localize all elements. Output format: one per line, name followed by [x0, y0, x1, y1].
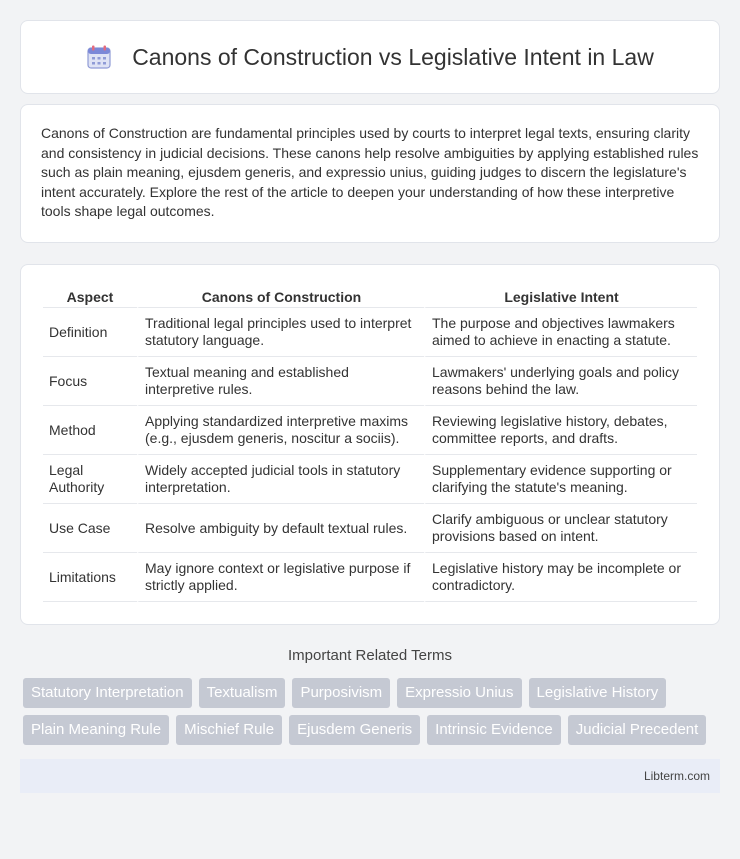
- intro-paragraph: Canons of Construction are fundamental principles used by courts to interpret legal texts, ensuring clarity and consistency in judicial decisions. These canons help resolve ambiguities by applying established rules such as plain meaning, ejusdem generis, and expressio unius, guiding judges to discern the legislature's intent accurately. Explore the rest of the article to deepen your understanding of how these interpretive tools shape legal outcomes.: [41, 125, 699, 219]
- tag-mischief-rule[interactable]: Mischief Rule: [176, 715, 282, 745]
- tag-purposivism[interactable]: Purposivism: [292, 678, 390, 708]
- row-canons: Widely accepted judicial tools in statutory interpretation.: [137, 455, 424, 504]
- row-aspect: Focus: [43, 357, 137, 406]
- row-intent: The purpose and objectives lawmakers aimed to achieve in enacting a statute.: [424, 308, 697, 357]
- comparison-table-card: [20, 264, 720, 625]
- row-intent: Lawmakers' underlying goals and policy reasons behind the law.: [424, 357, 697, 406]
- comparison-table: [43, 285, 697, 602]
- row-intent: Reviewing legislative history, debates, committee reports, and drafts.: [424, 406, 697, 455]
- tag-plain-meaning-rule[interactable]: Plain Meaning Rule: [23, 715, 169, 745]
- tag-legislative-history[interactable]: Legislative History: [529, 678, 667, 708]
- row-aspect: Method: [43, 406, 137, 455]
- tag-ejusdem-generis[interactable]: Ejusdem Generis: [289, 715, 420, 745]
- tag-judicial-precedent[interactable]: Judicial Precedent: [568, 715, 707, 745]
- footer: [20, 759, 720, 793]
- page-title: Canons of Construction vs Legislative Intent in Law: [132, 43, 654, 70]
- table-row: [43, 406, 697, 455]
- row-canons: Resolve ambiguity by default textual rules.: [137, 504, 424, 553]
- title-card: [20, 20, 720, 94]
- tag-intrinsic-evidence[interactable]: Intrinsic Evidence: [427, 715, 561, 745]
- table-row: [43, 308, 697, 357]
- header-intent: Legislative Intent: [424, 285, 697, 308]
- table-row: [43, 504, 697, 553]
- table-row: [43, 455, 697, 504]
- row-intent: Legislative history may be incomplete or contradictory.: [424, 553, 697, 602]
- footer-brand-link[interactable]: Libterm.com: [643, 768, 710, 783]
- tag-textualism[interactable]: Textualism: [199, 678, 286, 708]
- header-canons: Canons of Construction: [137, 285, 424, 308]
- table-row: [43, 553, 697, 602]
- row-intent: Clarify ambiguous or unclear statutory provisions based on intent.: [424, 504, 697, 553]
- related-terms-section: [20, 647, 720, 745]
- row-aspect: Use Case: [43, 504, 137, 553]
- row-intent: Supplementary evidence supporting or clarifying the statute's meaning.: [424, 455, 697, 504]
- intro-card: [20, 104, 720, 243]
- table-header-row: [43, 285, 697, 308]
- row-aspect: Legal Authority: [43, 455, 137, 504]
- row-canons: May ignore context or legislative purpose if strictly applied.: [137, 553, 424, 602]
- related-terms-tags: [20, 678, 720, 745]
- header-aspect: Aspect: [43, 285, 137, 308]
- row-aspect: Limitations: [43, 553, 137, 602]
- tag-statutory-interpretation[interactable]: Statutory Interpretation: [23, 678, 192, 708]
- row-canons: Applying standardized interpretive maxims (e.g., ejusdem generis, noscitur a sociis).: [137, 406, 424, 455]
- table-row: [43, 357, 697, 406]
- row-aspect: Definition: [43, 308, 137, 357]
- row-canons: Textual meaning and established interpretive rules.: [137, 357, 424, 406]
- calendar-icon: [86, 44, 112, 70]
- related-terms-title: Important Related Terms: [288, 646, 452, 664]
- tag-expressio-unius[interactable]: Expressio Unius: [397, 678, 521, 708]
- row-canons: Traditional legal principles used to interpret statutory language.: [137, 308, 424, 357]
